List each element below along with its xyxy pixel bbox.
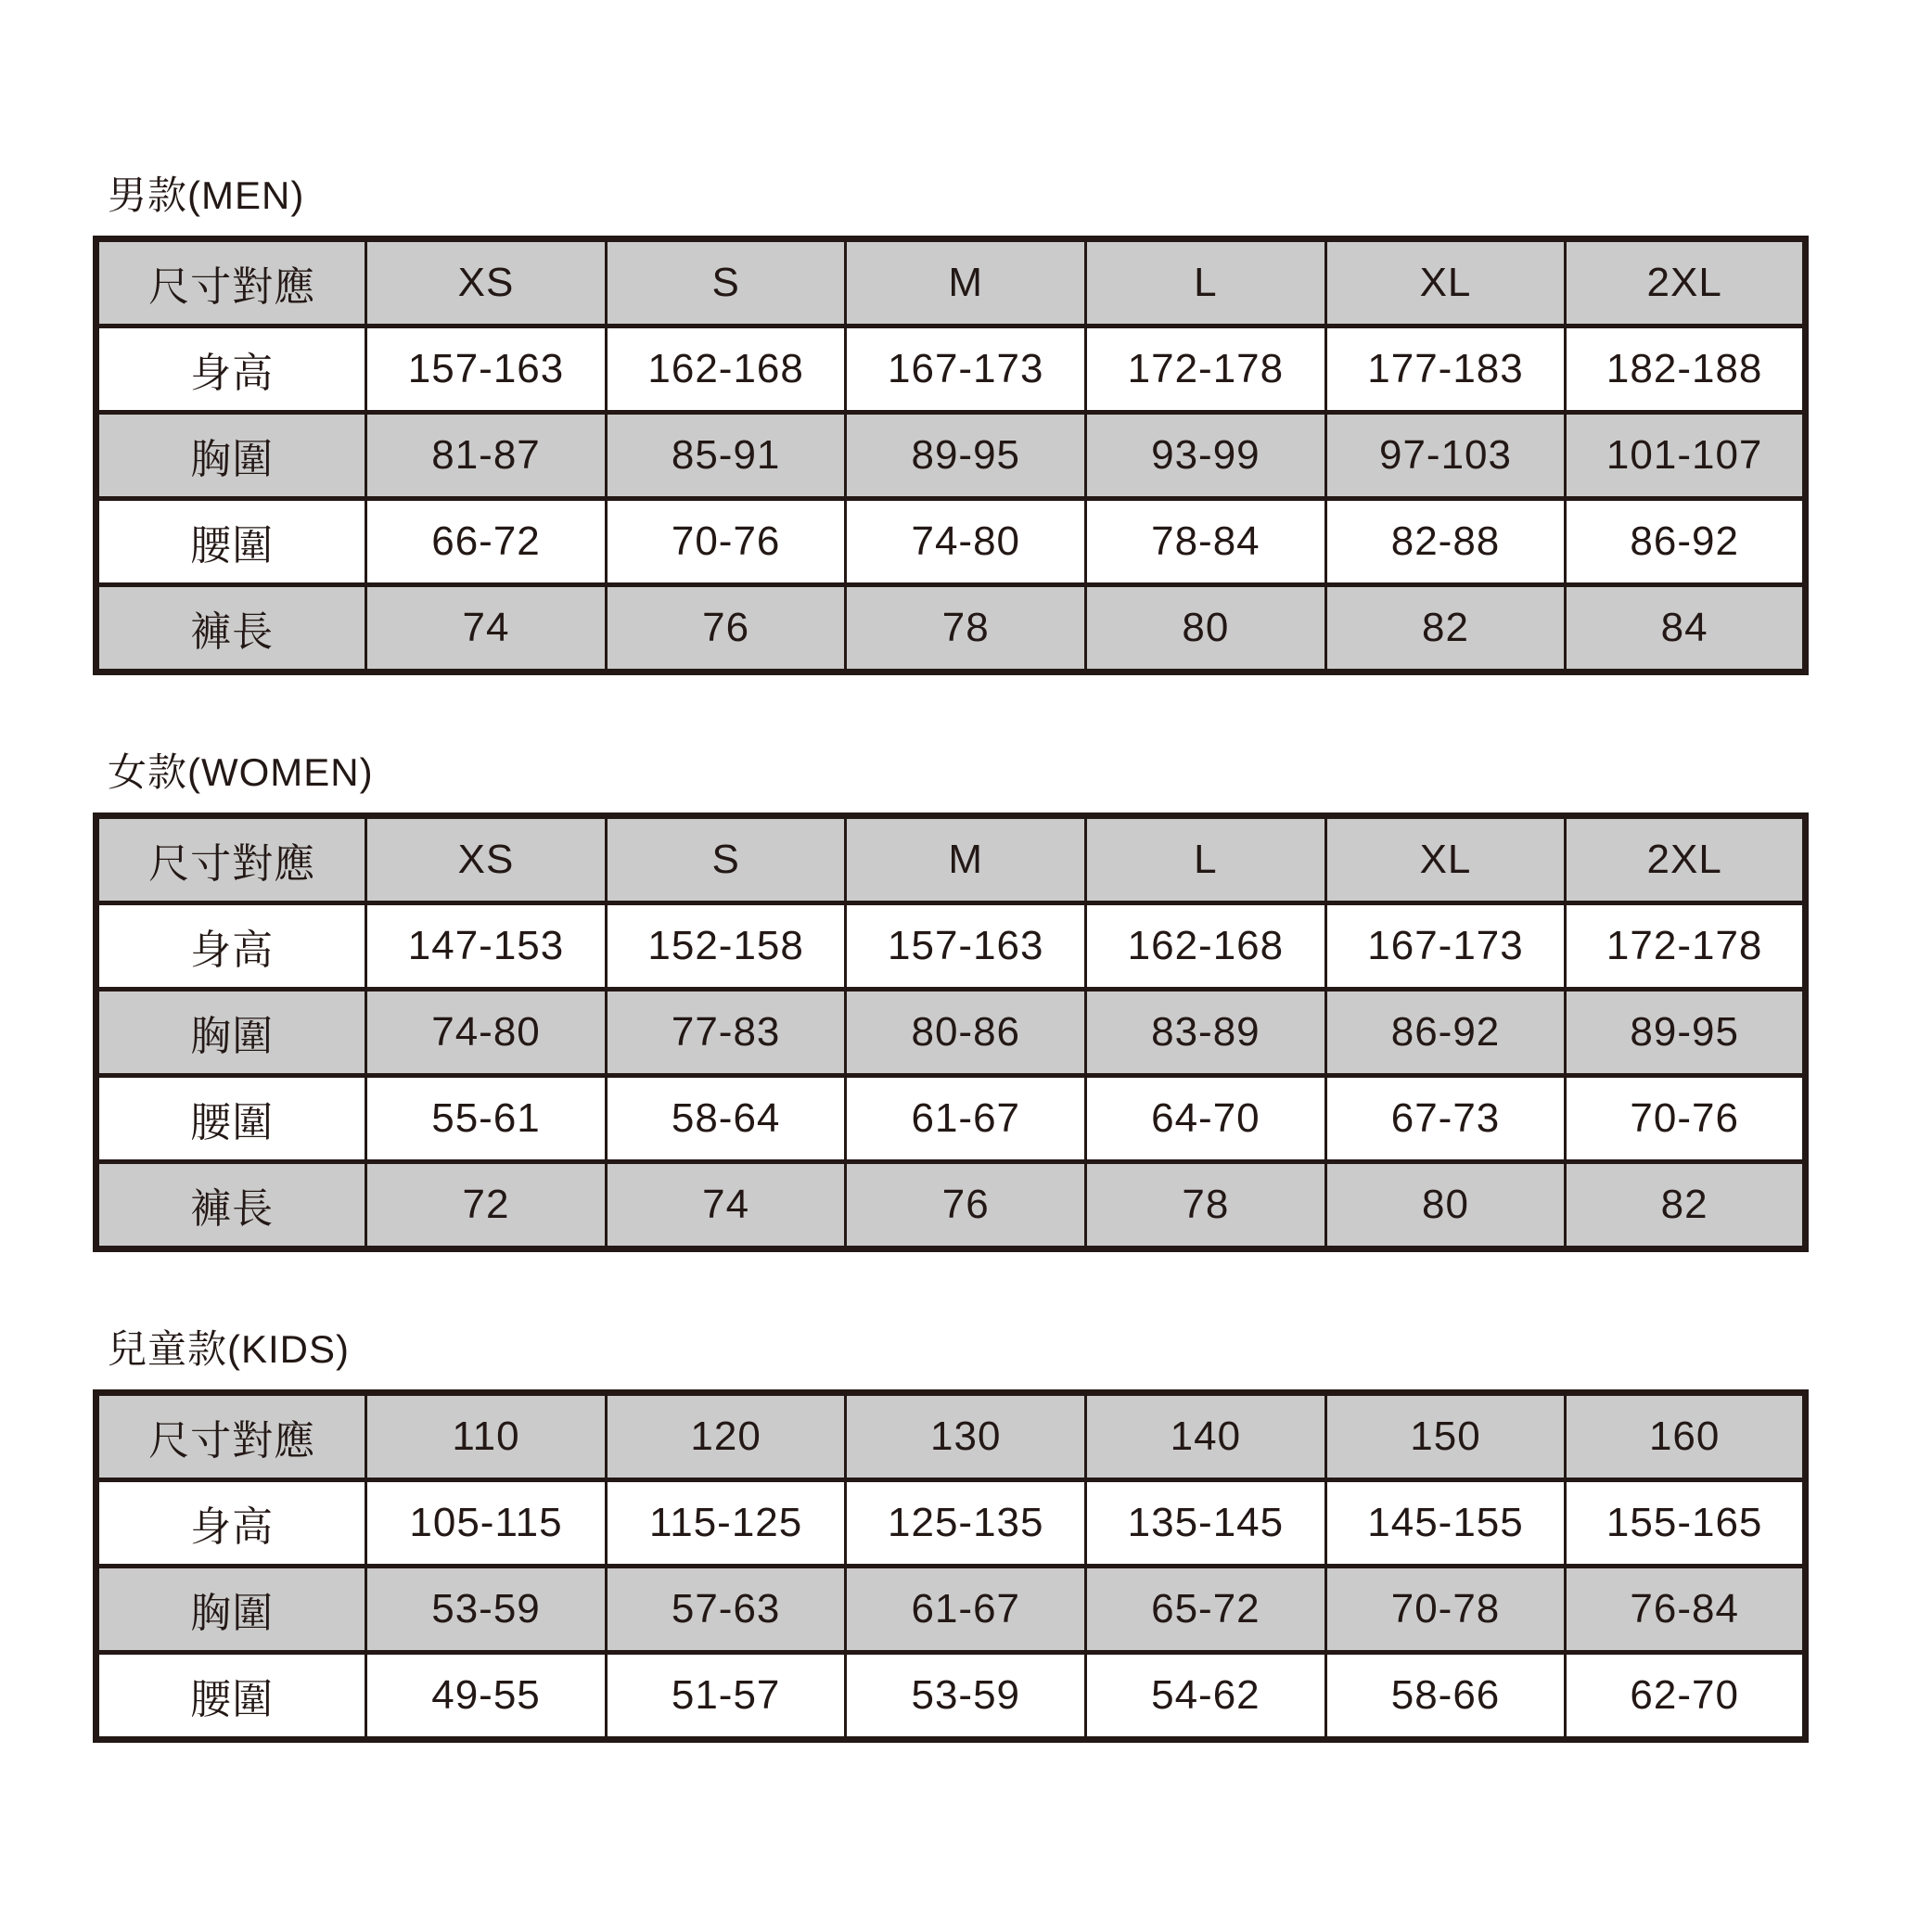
table-row: [96, 499, 1806, 585]
size-column-header-cell: L: [1086, 239, 1326, 326]
row-label-cell: 胸圍: [96, 1567, 366, 1653]
value-cell: 78-84: [1086, 499, 1326, 585]
value-cell: 115-125: [606, 1480, 846, 1567]
table-row: [96, 1480, 1806, 1567]
value-cell: 172-178: [1086, 326, 1326, 413]
value-cell: 80-86: [846, 990, 1086, 1076]
value-cell: 58-64: [606, 1076, 846, 1162]
size-column-header-cell: M: [846, 239, 1086, 326]
value-cell: 53-59: [846, 1653, 1086, 1740]
value-cell: 172-178: [1566, 903, 1806, 990]
value-cell: 89-95: [846, 413, 1086, 499]
row-label-cell: 胸圍: [96, 990, 366, 1076]
value-cell: 72: [366, 1162, 607, 1249]
row-label-cell: 身高: [96, 326, 366, 413]
value-cell: 167-173: [1325, 903, 1566, 990]
value-cell: 82: [1566, 1162, 1806, 1249]
row-label-cell: 胸圍: [96, 413, 366, 499]
size-column-header-cell: M: [846, 816, 1086, 903]
value-cell: 167-173: [846, 326, 1086, 413]
value-cell: 177-183: [1325, 326, 1566, 413]
table-row: [96, 1653, 1806, 1740]
header-row: [96, 239, 1806, 326]
size-column-header-cell: 150: [1325, 1393, 1566, 1480]
table-row: [96, 990, 1806, 1076]
value-cell: 61-67: [846, 1076, 1086, 1162]
size-column-header-cell: 160: [1566, 1393, 1806, 1480]
value-cell: 74-80: [846, 499, 1086, 585]
value-cell: 49-55: [366, 1653, 607, 1740]
value-cell: 67-73: [1325, 1076, 1566, 1162]
value-cell: 125-135: [846, 1480, 1086, 1567]
value-cell: 86-92: [1325, 990, 1566, 1076]
size-column-header-cell: 130: [846, 1393, 1086, 1480]
value-cell: 147-153: [366, 903, 607, 990]
value-cell: 58-66: [1325, 1653, 1566, 1740]
value-cell: 85-91: [606, 413, 846, 499]
row-label-cell: 腰圍: [96, 499, 366, 585]
women-size-chart-section: [93, 750, 1809, 1252]
value-cell: 61-67: [846, 1567, 1086, 1653]
men-size-chart-section: [93, 173, 1809, 675]
value-cell: 135-145: [1086, 1480, 1326, 1567]
size-column-header-cell: XS: [366, 239, 607, 326]
size-column-header-cell: 2XL: [1566, 816, 1806, 903]
value-cell: 83-89: [1086, 990, 1326, 1076]
women-size-table: [93, 812, 1809, 1252]
value-cell: 74: [366, 585, 607, 672]
value-cell: 55-61: [366, 1076, 607, 1162]
value-cell: 105-115: [366, 1480, 607, 1567]
value-cell: 74-80: [366, 990, 607, 1076]
value-cell: 97-103: [1325, 413, 1566, 499]
value-cell: 82-88: [1325, 499, 1566, 585]
value-cell: 101-107: [1566, 413, 1806, 499]
value-cell: 70-76: [1566, 1076, 1806, 1162]
table-row: [96, 585, 1806, 672]
value-cell: 77-83: [606, 990, 846, 1076]
size-column-header-cell: S: [606, 816, 846, 903]
kids-size-table: [93, 1389, 1809, 1743]
men-size-table: [93, 236, 1809, 675]
size-key-header-cell: 尺寸對應: [96, 816, 366, 903]
men-table-title: 男款(MEN): [108, 173, 305, 217]
value-cell: 62-70: [1566, 1653, 1806, 1740]
value-cell: 76: [846, 1162, 1086, 1249]
value-cell: 66-72: [366, 499, 607, 585]
value-cell: 74: [606, 1162, 846, 1249]
size-column-header-cell: S: [606, 239, 846, 326]
row-label-cell: 腰圍: [96, 1076, 366, 1162]
value-cell: 76-84: [1566, 1567, 1806, 1653]
row-label-cell: 身高: [96, 1480, 366, 1567]
size-column-header-cell: 140: [1086, 1393, 1326, 1480]
kids-table-title: 兒童款(KIDS): [108, 1327, 351, 1371]
value-cell: 57-63: [606, 1567, 846, 1653]
table-row: [96, 413, 1806, 499]
row-label-cell: 腰圍: [96, 1653, 366, 1740]
value-cell: 157-163: [366, 326, 607, 413]
size-column-header-cell: 120: [606, 1393, 846, 1480]
size-column-header-cell: 110: [366, 1393, 607, 1480]
row-label-cell: 褲長: [96, 585, 366, 672]
size-key-header-cell: 尺寸對應: [96, 1393, 366, 1480]
value-cell: 82: [1325, 585, 1566, 672]
size-column-header-cell: XL: [1325, 816, 1566, 903]
table-row: [96, 326, 1806, 413]
value-cell: 80: [1325, 1162, 1566, 1249]
value-cell: 70-76: [606, 499, 846, 585]
value-cell: 80: [1086, 585, 1326, 672]
value-cell: 70-78: [1325, 1567, 1566, 1653]
kids-size-chart-section: [93, 1327, 1809, 1743]
size-key-header-cell: 尺寸對應: [96, 239, 366, 326]
value-cell: 64-70: [1086, 1076, 1326, 1162]
header-row: [96, 816, 1806, 903]
value-cell: 93-99: [1086, 413, 1326, 499]
value-cell: 89-95: [1566, 990, 1806, 1076]
value-cell: 65-72: [1086, 1567, 1326, 1653]
value-cell: 86-92: [1566, 499, 1806, 585]
value-cell: 145-155: [1325, 1480, 1566, 1567]
value-cell: 81-87: [366, 413, 607, 499]
size-column-header-cell: L: [1086, 816, 1326, 903]
value-cell: 51-57: [606, 1653, 846, 1740]
women-table-title: 女款(WOMEN): [108, 750, 374, 794]
value-cell: 182-188: [1566, 326, 1806, 413]
table-row: [96, 1162, 1806, 1249]
table-row: [96, 903, 1806, 990]
row-label-cell: 身高: [96, 903, 366, 990]
value-cell: 157-163: [846, 903, 1086, 990]
table-row: [96, 1567, 1806, 1653]
value-cell: 78: [846, 585, 1086, 672]
value-cell: 155-165: [1566, 1480, 1806, 1567]
value-cell: 162-168: [606, 326, 846, 413]
value-cell: 78: [1086, 1162, 1326, 1249]
size-column-header-cell: XL: [1325, 239, 1566, 326]
row-label-cell: 褲長: [96, 1162, 366, 1249]
table-row: [96, 1076, 1806, 1162]
size-column-header-cell: XS: [366, 816, 607, 903]
header-row: [96, 1393, 1806, 1480]
size-column-header-cell: 2XL: [1566, 239, 1806, 326]
value-cell: 162-168: [1086, 903, 1326, 990]
value-cell: 54-62: [1086, 1653, 1326, 1740]
value-cell: 152-158: [606, 903, 846, 990]
value-cell: 76: [606, 585, 846, 672]
value-cell: 53-59: [366, 1567, 607, 1653]
value-cell: 84: [1566, 585, 1806, 672]
